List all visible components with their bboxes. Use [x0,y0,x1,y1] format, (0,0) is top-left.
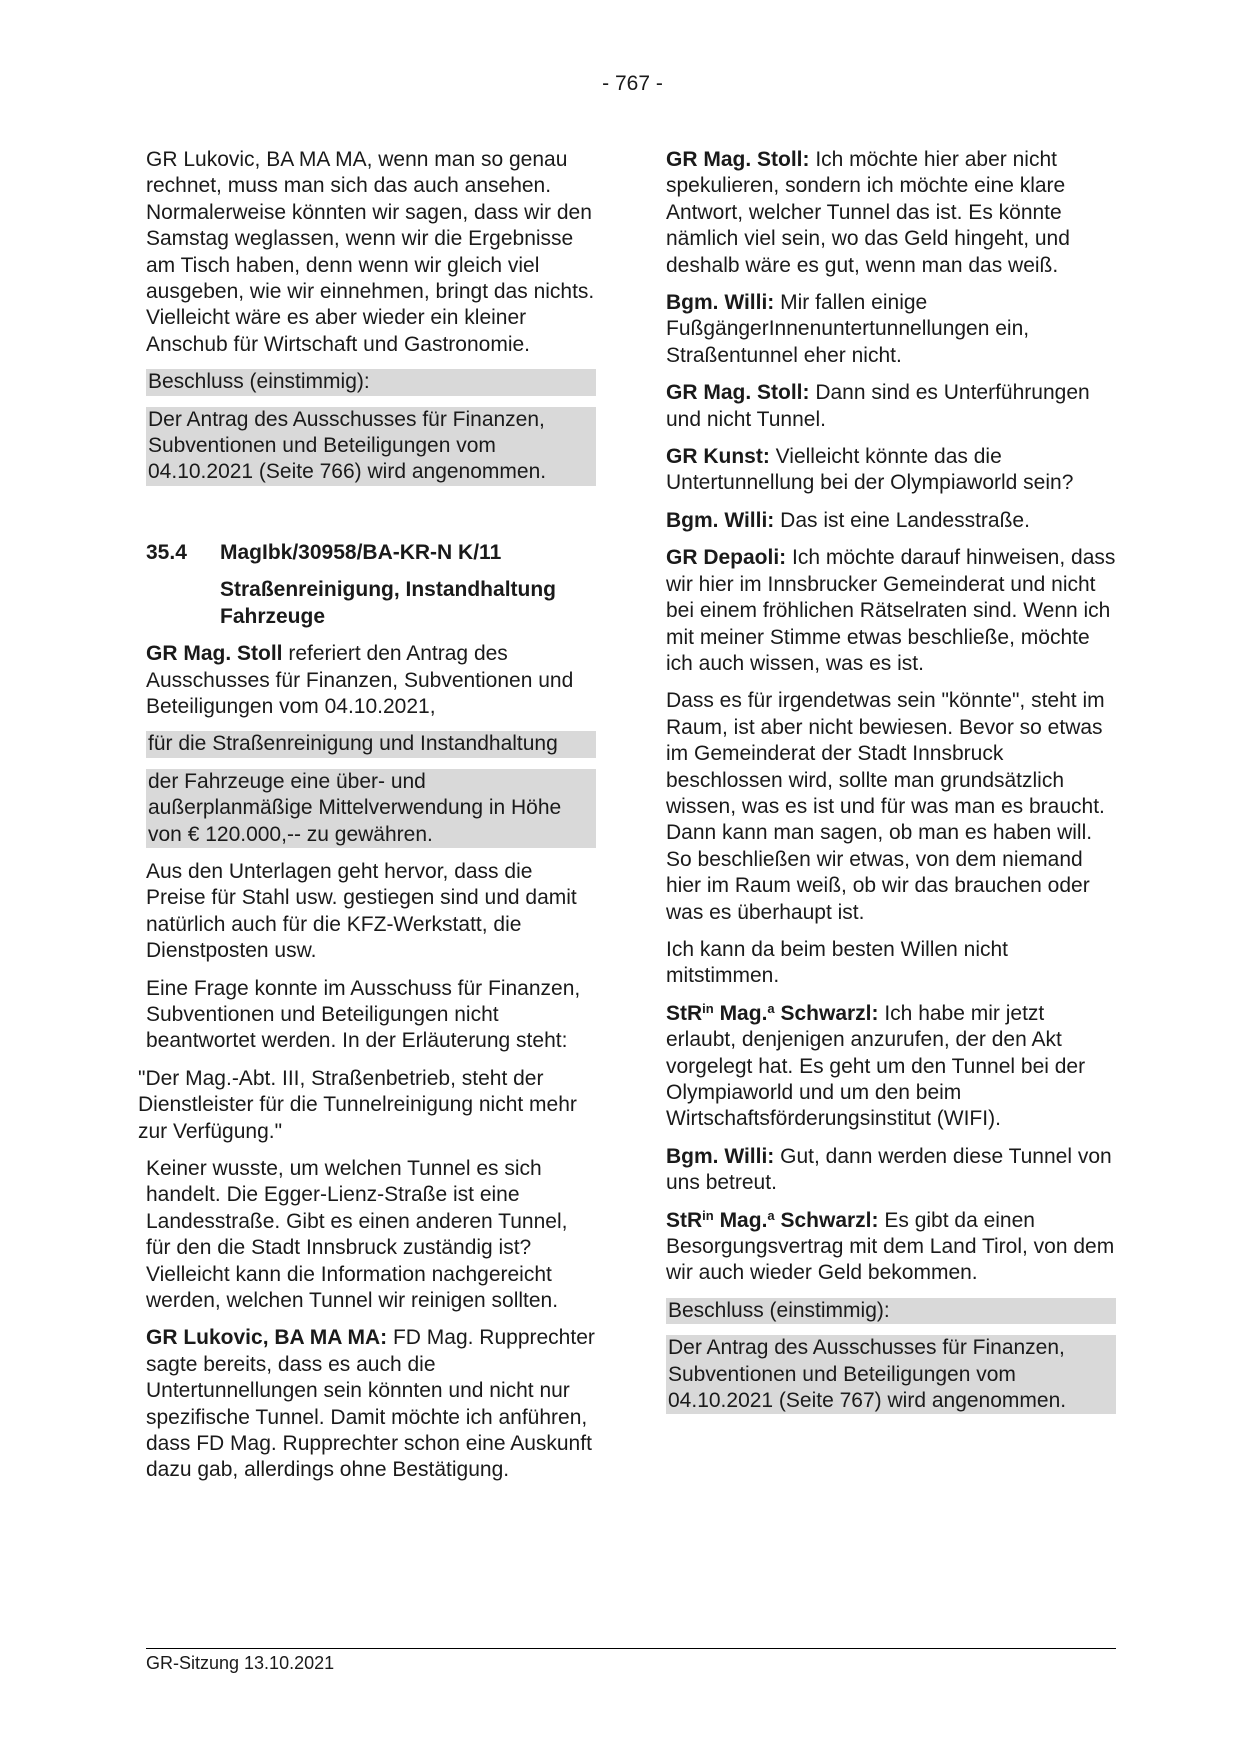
footer-divider [146,1648,1116,1649]
speaker-name: GR Kunst: [666,445,770,469]
speech-text: referiert den Antrag des Ausschusses für Finanzen, Subventionen und Beteiligungen vom 04.10.2021, [146,642,574,718]
speaker-name: StR$^{in}$ Mag.$^a$ Schwarzl: [666,1000,879,1025]
speech-text: Dann sind es Unterführungen und nicht Tunnel. [666,381,1090,431]
resolution-text: Der Antrag des Ausschusses für Finanzen, Subventionen und Beteiligungen vom 04.10.2021 (Seite 767) wird angenommen. [666,1335,1116,1414]
speech-text: FD Mag. Rupprechter sagte bereits, dass es auch die Untertunnellungen sein könnten und nicht nur spezifische Tunnel. Damit möchte ich anführen, dass FD Mag. Rupprechter schon eine Auskunft dazu gab, allerdings ohne Bestätigung. [146,1326,595,1482]
paragraph [666,508,1116,534]
left-column [138,147,596,1495]
resolution-label: Beschluss (einstimmig): [146,369,596,395]
page-number: - 767 - [602,72,663,95]
speaker-name: StR$^{in}$ Mag.$^a$ Schwarzl: [666,1207,879,1232]
motion-box [146,731,596,848]
paragraph: Keiner wusste, um welchen Tunnel es sich handelt. Die Egger-Lienz-Straße ist eine Landesstraße. Gibt es einen anderen Tunnel, für den die Stadt Innsbruck zuständig ist? Vielleicht kann die Information nachgereicht werden, welchen Tunnel wir reinigen sollten. [146,1157,568,1313]
speaker-name: Bgm. Willi: [666,291,775,315]
paragraph: GR Lukovic, BA MA MA, wenn man so genau rechnet, muss man sich das auch ansehen. Normalerweise könnten wir sagen, dass wir den Samstag weglassen, wenn wir die Ergebnisse am Tisch haben, denn wenn wir gleich viel ausgeben, wie wir einnehmen, bringt das nichts. Vielleicht wäre es aber wieder ein kleiner Anschub für Wirtschaft und Gastronomie. [146,148,595,356]
paragraph [666,147,1116,279]
resolution-box [666,1298,1116,1415]
resolution-box [146,369,596,486]
paragraph [666,290,1116,369]
speech-text: Mir fallen einige FußgängerInnenuntertunnellungen ein, Straßentunnel eher nicht. [666,291,1030,367]
speech-text: Ich habe mir jetzt erlaubt, denjenigen anzurufen, der den Akt vorgelegt hat. Es geht um den Tunnel bei der Olympiaworld und um den beim Wirtschaftsförderungsinstitut (WIFI). [666,1001,1086,1131]
paragraph: Eine Frage konnte im Ausschuss für Finanzen, Subventionen und Beteiligungen nicht beantwortet werden. In der Erläuterung steht: [146,976,581,1053]
paragraph: Aus den Unterlagen geht hervor, dass die Preise für Stahl usw. gestiegen sind und damit natürlich auch für die KFZ-Werkstatt, die Dienstposten usw. [146,859,577,963]
speech-text: Ich möchte hier aber nicht spekulieren, sondern ich möchte eine klare Antwort, welcher Tunnel das ist. Es könnte nämlich viel sein, wo das Geld hingeht, und deshalb wäre es gut, wenn man das weiß. [666,148,1070,277]
speaker-name: GR Mag. Stoll: [666,148,810,171]
paragraph [666,1001,1116,1133]
speaker-name: Bgm. Willi: [666,1144,775,1168]
paragraph [666,545,1116,677]
speaker-name: GR Mag. Stoll: [666,381,810,405]
speech-text: Gut, dann werden diese Tunnel von uns betreut. [666,1144,1112,1195]
speaker-name: GR Lukovic, BA MA MA: [146,1326,388,1350]
paragraph [146,1325,596,1483]
agenda-item-title: Straßenreinigung, Instandhaltung Fahrzeuge [220,578,556,628]
paragraph [666,444,1116,497]
paragraph [666,1144,1116,1197]
paragraph [146,641,596,720]
paragraph [666,380,1116,433]
speaker-name: Bgm. Willi: [666,508,775,532]
motion-text: der Fahrzeuge eine über- und außerplanmäßige Mittelverwendung in Höhe von € 120.000,-- zu gewähren. [146,769,596,848]
agenda-heading [146,540,596,630]
quotation: "Der Mag.-Abt. III, Straßenbetrieb, steht der Dienstleister für die Tunnelreinigung nicht mehr zur Verfügung." [138,1066,577,1143]
speaker-name: GR Mag. Stoll [146,642,283,666]
speech-text: Ich möchte darauf hinweisen, dass wir hier im Innsbrucker Gemeinderat und nicht bei einem fröhlichen Rätselraten sind. Wenn ich mit meiner Stimme etwas beschließe, möchte ich auch wissen, was es ist. [666,546,1116,675]
speaker-name: GR Depaoli: [666,546,787,570]
paragraph: Ich kann da beim besten Willen nicht mitstimmen. [666,937,1009,988]
agenda-item-number: 35.4 [146,540,187,564]
resolution-label: Beschluss (einstimmig): [666,1298,1116,1324]
paragraph [666,1208,1116,1287]
motion-text-line: für die Straßenreinigung und Instandhaltung [146,731,596,757]
speech-text: Vielleicht könnte das die Untertunnellung bei der Olympiaworld sein? [666,445,1074,495]
speech-text: Es gibt da einen Besorgungsvertrag mit dem Land Tirol, von dem wir auch wieder Geld bekommen. [666,1208,1115,1285]
paragraph: Dass es für irgendetwas sein "könnte", steht im Raum, ist aber nicht bewiesen. Bevor so etwas im Gemeinderat der Stadt Innsbruck beschlossen wird, sollte man grundsätzlich wissen, was es ist und für was man es braucht. Dann kann man sagen, ob man es haben will. So beschließen wir etwas, von dem niemand hier im Raum weiß, ob wir das brauchen oder was es überhaupt ist. [666,689,1105,924]
right-column [666,147,1116,1425]
footer-text: GR-Sitzung 13.10.2021 [146,1653,335,1673]
agenda-item-reference: MagIbk/30958/BA-KR-N K/11 [220,540,502,564]
speech-text: Das ist eine Landesstraße. [774,508,1030,532]
resolution-text: Der Antrag des Ausschusses für Finanzen, Subventionen und Beteiligungen vom 04.10.2021 (Seite 766) wird angenommen. [146,407,596,486]
